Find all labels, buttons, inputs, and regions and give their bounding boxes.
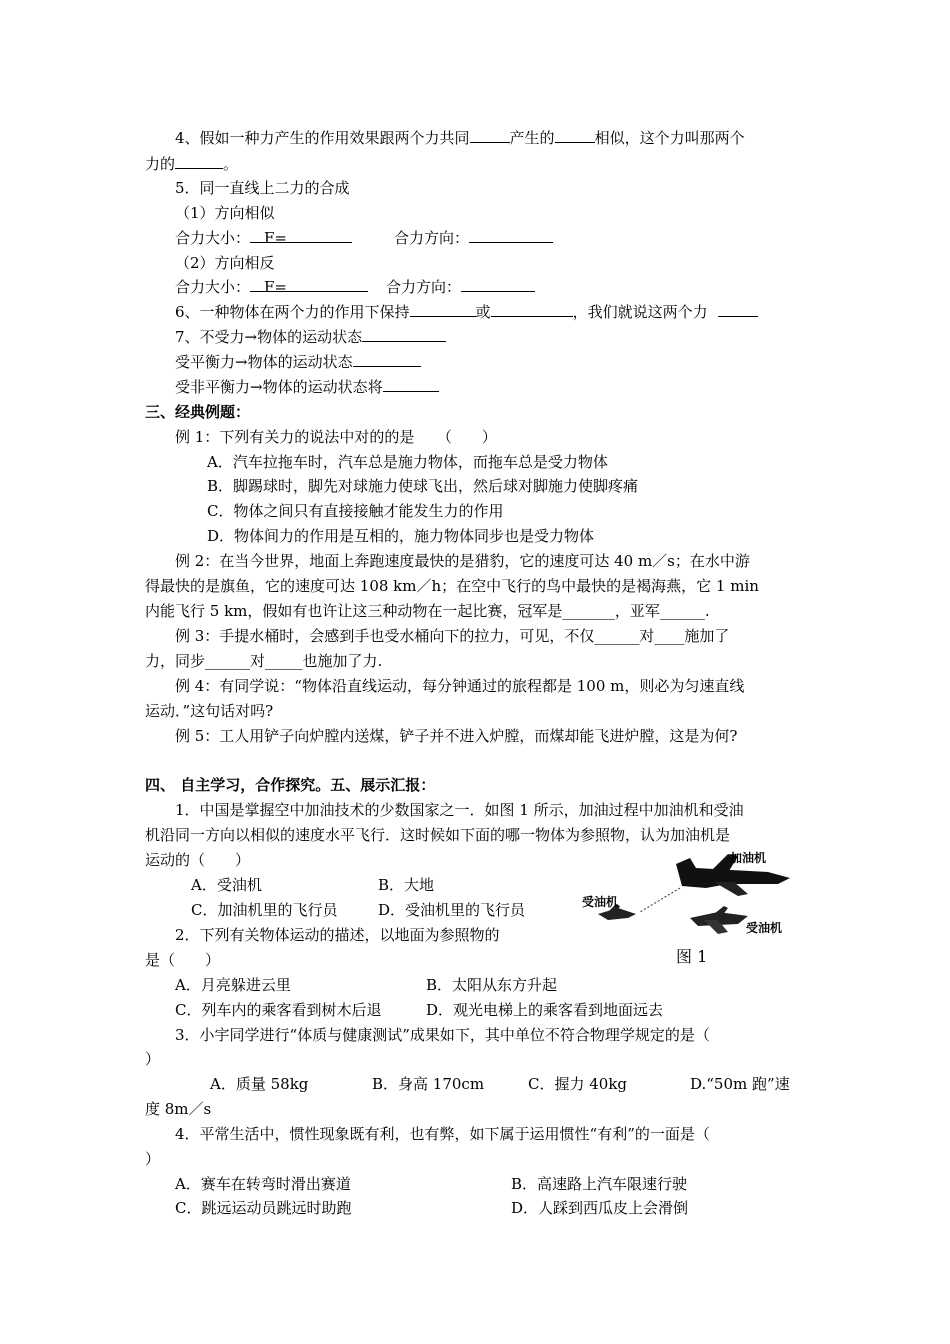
q4-line1: 4、假如一种力产生的作用效果跟两个力共同 产生的 相似，这个力叫那两个 [175, 129, 745, 147]
q5-title: 5．同一直线上二力的合成 [175, 179, 350, 197]
blank [470, 128, 510, 143]
section3-title: 三、经典例题： [145, 403, 251, 421]
q1-option-d: D．受油机里的飞行员 [378, 901, 526, 919]
f-blank: F= [250, 277, 368, 292]
q3-line1: 3．小宇同学进行“体质与健康测试”成果如下，其中单位不符合物理学规定的是（ [175, 1026, 710, 1044]
q3-option-d-cont: 度 8m／s [145, 1100, 212, 1118]
q7-line3: 受非平衡力→物体的运动状态将 [175, 377, 439, 397]
example4-line1: 例 4：有同学说：“物体沿直线运动，每分钟通过的旅程都是 100 m，则必为匀速直线 [175, 677, 745, 695]
blank [410, 302, 476, 317]
q2-option-c: C．列车内的乘客看到树木后退 [175, 1001, 382, 1019]
blank [383, 377, 439, 392]
blank [469, 228, 553, 243]
blank [353, 352, 421, 367]
q4-line1: 4．平常生活中，惯性现象既有利，也有弊，如下属于运用惯性“有利”的一面是（ [175, 1125, 710, 1143]
receiver-plane-right-icon [690, 906, 748, 934]
q1-option-b: B．大地 [378, 876, 435, 894]
example2-line2: 得最快的是旗鱼，它的速度可达 108 km／h；在空中飞行的鸟中最快的是褐海燕，它 1 min [145, 577, 759, 595]
example1-option-d: D．物体间力的作用是互相的，施力物体同步也是受力物体 [207, 527, 595, 545]
q2-option-d: D．观光电梯上的乘客看到地面远去 [426, 1001, 664, 1019]
blank [491, 302, 573, 317]
receiver-left-label: 受油机 [582, 895, 619, 909]
example4-line2: 运动．”这句话对吗? [145, 702, 274, 720]
q2-line2: 是（ ） [145, 951, 221, 969]
refuel-hose [640, 888, 680, 912]
q4-line2: ） [145, 1150, 161, 1168]
q7-line1: 7、不受力→物体的运动状态 [175, 327, 446, 347]
q2-line1: 2．下列有关物体运动的描述，以地面为参照物的 [175, 926, 500, 944]
q3-option-d: D.“50m 跑”速 [690, 1075, 790, 1093]
example3-line2: 力，同步______对_____也施加了力. [145, 652, 383, 670]
example2-line1: 例 2：在当今世界，地面上奔跑速度最快的是猎豹，它的速度可达 40 m／s；在水中游 [175, 552, 750, 570]
blank [718, 302, 758, 317]
q3-option-a: A．质量 58kg [210, 1075, 309, 1093]
figure-caption: 图 1 [676, 947, 708, 966]
q3-option-b: B．身高 170cm [372, 1075, 485, 1093]
q3-option-c: C．握力 40kg [528, 1075, 628, 1093]
q4-option-d: D．人踩到西瓜皮上会滑倒 [511, 1199, 689, 1217]
receiver-right-label: 受油机 [746, 921, 783, 935]
example3-line1: 例 3：手提水桶时，会感到手也受水桶向下的拉力，可见，不仅______对____施加了 [175, 627, 730, 645]
q6-line: 6、一种物体在两个力的作用下保持 或 ，我们就说这两个力 [175, 302, 758, 322]
example2-line3: 内能飞行 5 km，假如有也许让这三种动物在一起比赛，冠军是_______，亚军______. [145, 602, 710, 620]
q7-line2: 受平衡力→物体的运动状态 [175, 352, 421, 372]
q5-same-row: 合力大小： F= 合力方向： [175, 228, 553, 248]
q1-option-c: C．加油机里的飞行员 [191, 901, 338, 919]
example1-option-c: C．物体之间只有直接接触才能发生力的作用 [207, 502, 504, 520]
q5-same-direction: （1）方向相似 [175, 204, 275, 222]
example1-option-a: A．汽车拉拖车时，汽车总是施力物体，而拖车总是受力物体 [207, 453, 608, 471]
example1: 例 1：下列有关力的说法中对的的是 （ ） [175, 428, 497, 446]
q1-option-a: A．受油机 [191, 876, 262, 894]
tanker-label: 加油机 [730, 851, 767, 865]
q5-opposite-row: 合力大小： F= 合力方向： [175, 277, 535, 297]
example1-option-b: B．脚踢球时，脚先对球施力使球飞出，然后球对脚施力使脚疼痛 [207, 477, 639, 495]
q1-line2: 机沿同一方向以相似的速度水平飞行．这时候如下面的哪一物体为参照物，认为加油机是 [145, 826, 731, 844]
q4-option-b: B．高速路上汽车限速行驶 [511, 1175, 688, 1193]
q2-option-a: A．月亮躲进云里 [175, 976, 291, 994]
blank [555, 128, 595, 143]
q4-option-c: C．跳远运动员跳远时助跑 [175, 1199, 352, 1217]
blank [461, 277, 535, 292]
q5-opposite-direction: （2）方向相反 [175, 254, 275, 272]
q1-line3: 运动的（ ） [145, 851, 251, 869]
section4-title: 四、 自主学习，合作探究。五、展示汇报： [145, 776, 436, 794]
q1-line1: 1．中国是掌握空中加油技术的少数国家之一．如图 1 所示，加油过程中加油机和受油 [175, 801, 744, 819]
q4-line2: 力的 。 [145, 155, 239, 173]
blank [175, 154, 223, 169]
example5: 例 5：工人用铲子向炉膛内送煤，铲子并不进入炉膛，而煤却能飞进炉膛，这是为何? [175, 727, 738, 745]
f-blank: F= [250, 228, 352, 243]
q3-line2: ） [145, 1050, 161, 1068]
q4-option-a: A．赛车在转弯时滑出赛道 [175, 1175, 351, 1193]
blank [362, 327, 446, 342]
q2-option-b: B．太阳从东方升起 [426, 976, 558, 994]
